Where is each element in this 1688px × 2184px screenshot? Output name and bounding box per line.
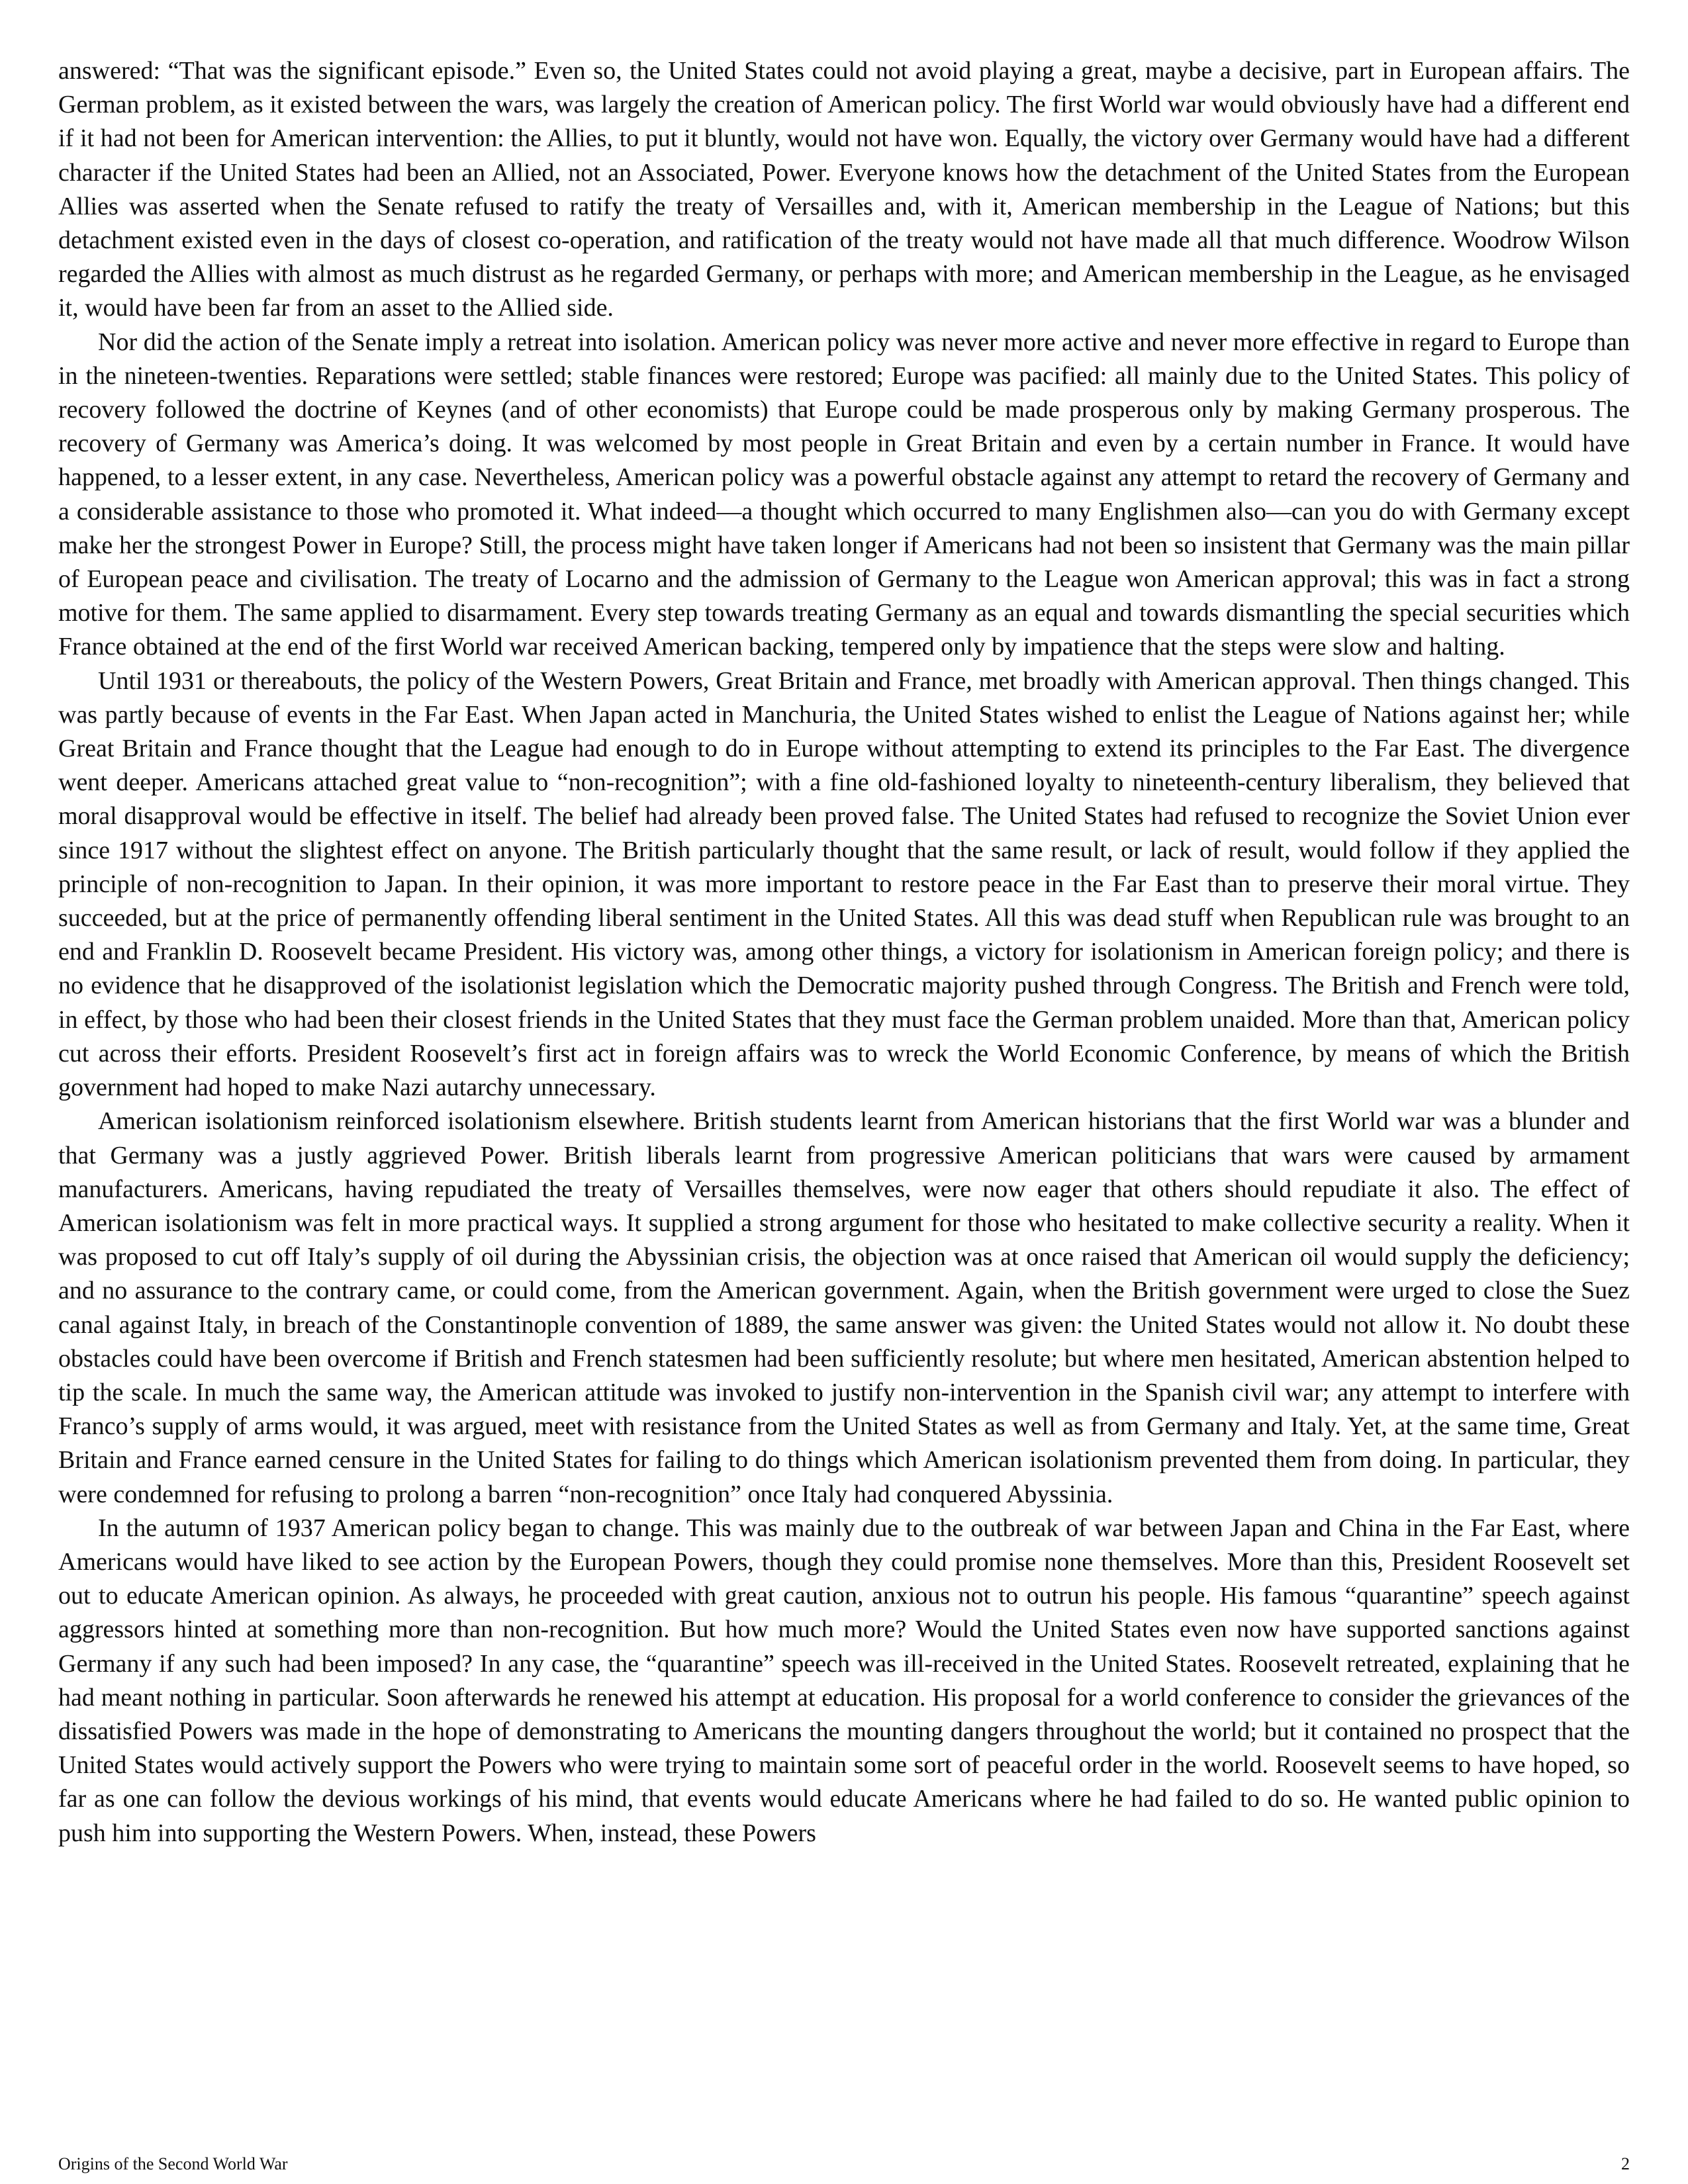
page [58, 54, 1630, 2172]
page-footer [58, 2152, 1630, 2176]
paragraph-5: In the autumn of 1937 American policy began to change. This was mainly due to the outbreak of war between Japan and China in the Far East, where Americans would have liked to see action by the European Powers, though they could promise none themselves. More than this, President Roosevelt set out to educate American opinion. As always, he proceeded with great caution, anxious not to outrun his people. His famous “quarantine” speech against aggressors hinted at something more than non-recognition. But how much more? Would the United States even now have supported sanctions against Germany if any such had been imposed? In any case, the “quarantine” speech was ill-received in the United States. Roosevelt retreated, explaining that he had meant nothing in particular. Soon afterwards he renewed his attempt at education. His proposal for a world conference to consider the grievances of the dissatisfied Powers was made in the hope of demonstrating to Americans the mounting dangers throughout the world; but it contained no prospect that the United States would actively support the Powers who were trying to maintain some sort of peaceful order in the world. Roosevelt seems to have hoped, so far as one can follow the devious workings of his mind, that events would educate Americans where he had failed to do so. He wanted public opinion to push him into supporting the Western Powers. When, instead, these Powers [58, 1514, 1630, 1847]
paragraph-2: Nor did the action of the Senate imply a retreat into isolation. American policy was never more active and never more effective in regard to Europe than in the nineteen-twenties. Reparations were settled; stable finances were restored; Europe was pacified: all mainly due to the United States. This policy of recovery followed the doctrine of Keynes (and of other economists) that Europe could be made prosperous only by making Germany prosperous. The recovery of Germany was America’s doing. It was welcomed by most people in Great Britain and even by a certain number in France. It would have happened, to a lesser extent, in any case. Nevertheless, American policy was a powerful obstacle against any attempt to retard the recovery of Germany and a considerable assistance to those who promoted it. What indeed—a thought which occurred to many Englishmen also—can you do with Germany except make her the strongest Power in Europe? Still, the process might have taken longer if Americans had not been so insistent that Germany was the main pillar of European peace and civilisation. The treaty of Locarno and the admission of Germany to the League won American approval; this was in fact a strong motive for them. The same applied to disarmament. Every step towards treating Germany as an equal and towards dismantling the special securities which France obtained at the end of the first World war received American backing, tempered only by impatience that the steps were slow and halting. [58, 328, 1630, 661]
body-text [58, 54, 1630, 1850]
footer-page-number: 2 [1621, 2154, 1630, 2173]
footer-book-title: Origins of the Second World War [58, 2154, 288, 2173]
paragraph-4: American isolationism reinforced isolationism elsewhere. British students learnt from American historians that the first World war was a blunder and that Germany was a justly aggrieved Power. British liberals learnt from progressive American politicians that wars were caused by armament manufacturers. Americans, having repudiated the treaty of Versailles themselves, were now eager that others should repudiate it also. The effect of American isolationism was felt in more practical ways. It supplied a strong argument for those who hesitated to make collective security a reality. When it was proposed to cut off Italy’s supply of oil during the Abyssinian crisis, the objection was at once raised that American oil would supply the deficiency; and no assurance to the contrary came, or could come, from the American government. Again, when the British government were urged to close the Suez canal against Italy, in breach of the Constantinople convention of 1889, the same answer was given: the United States would not allow it. No doubt these obstacles could have been overcome if British and French statesmen had been sufficiently resolute; but where men hesitated, American abstention helped to tip the scale. In much the same way, the American attitude was invoked to justify non-intervention in the Spanish civil war; any attempt to interfere with Franco’s supply of arms would, it was argued, meet with resistance from the United States as well as from Germany and Italy. Yet, at the same time, Great Britain and France earned censure in the United States for failing to do things which American isolationism prevented them from doing. In particular, they were condemned for refusing to prolong a barren “non-recognition” once Italy had conquered Abyssinia. [58, 1107, 1630, 1508]
paragraph-3: Until 1931 or thereabouts, the policy of the Western Powers, Great Britain and France, met broadly with American approval. Then things changed. This was partly because of events in the Far East. When Japan acted in Manchuria, the United States wished to enlist the League of Nations against her; while Great Britain and France thought that the League had enough to do in Europe without attempting to extend its principles to the Far East. The divergence went deeper. Americans attached great value to “non-recognition”; with a fine old-fashioned loyalty to nineteenth-century liberalism, they believed that moral disapproval would be effective in itself. The belief had already been proved false. The United States had refused to recognize the Soviet Union ever since 1917 without the slightest effect on anyone. The British particularly thought that the same result, or lack of result, would follow if they applied the principle of non-recognition to Japan. In their opinion, it was more important to restore peace in the Far East than to preserve their moral virtue. They succeeded, but at the price of permanently offending liberal sentiment in the United States. All this was dead stuff when Republican rule was brought to an end and Franklin D. Roosevelt became President. His victory was, among other things, a victory for isolationism in American foreign policy; and there is no evidence that he disapproved of the isolationist legislation which the Democratic majority pushed through Congress. The British and French were told, in effect, by those who had been their closest friends in the United States that they must face the German problem unaided. More than that, American policy cut across their efforts. President Roosevelt’s first act in foreign affairs was to wreck the World Economic Conference, by means of which the British government had hoped to make Nazi autarchy unnecessary. [58, 666, 1630, 1102]
paragraph-1: answered: “That was the significant episode.” Even so, the United States could not avoid playing a great, maybe a decisive, part in European affairs. The German problem, as it existed between the wars, was largely the creation of American policy. The first World war would obviously have had a different end if it had not been for American intervention: the Allies, to put it bluntly, would not have won. Equally, the victory over Germany would have had a different character if the United States had been an Allied, not an Associated, Power. Everyone knows how the detachment of the United States from the European Allies was asserted when the Senate refused to ratify the treaty of Versailles and, with it, American membership in the League of Nations; but this detachment existed even in the days of closest co-operation, and ratification of the treaty would not have made all that much difference. Woodrow Wilson regarded the Allies with almost as much distrust as he regarded Germany, or perhaps with more; and American membership in the League, as he envisaged it, would have been far from an asset to the Allied side. [58, 57, 1630, 322]
